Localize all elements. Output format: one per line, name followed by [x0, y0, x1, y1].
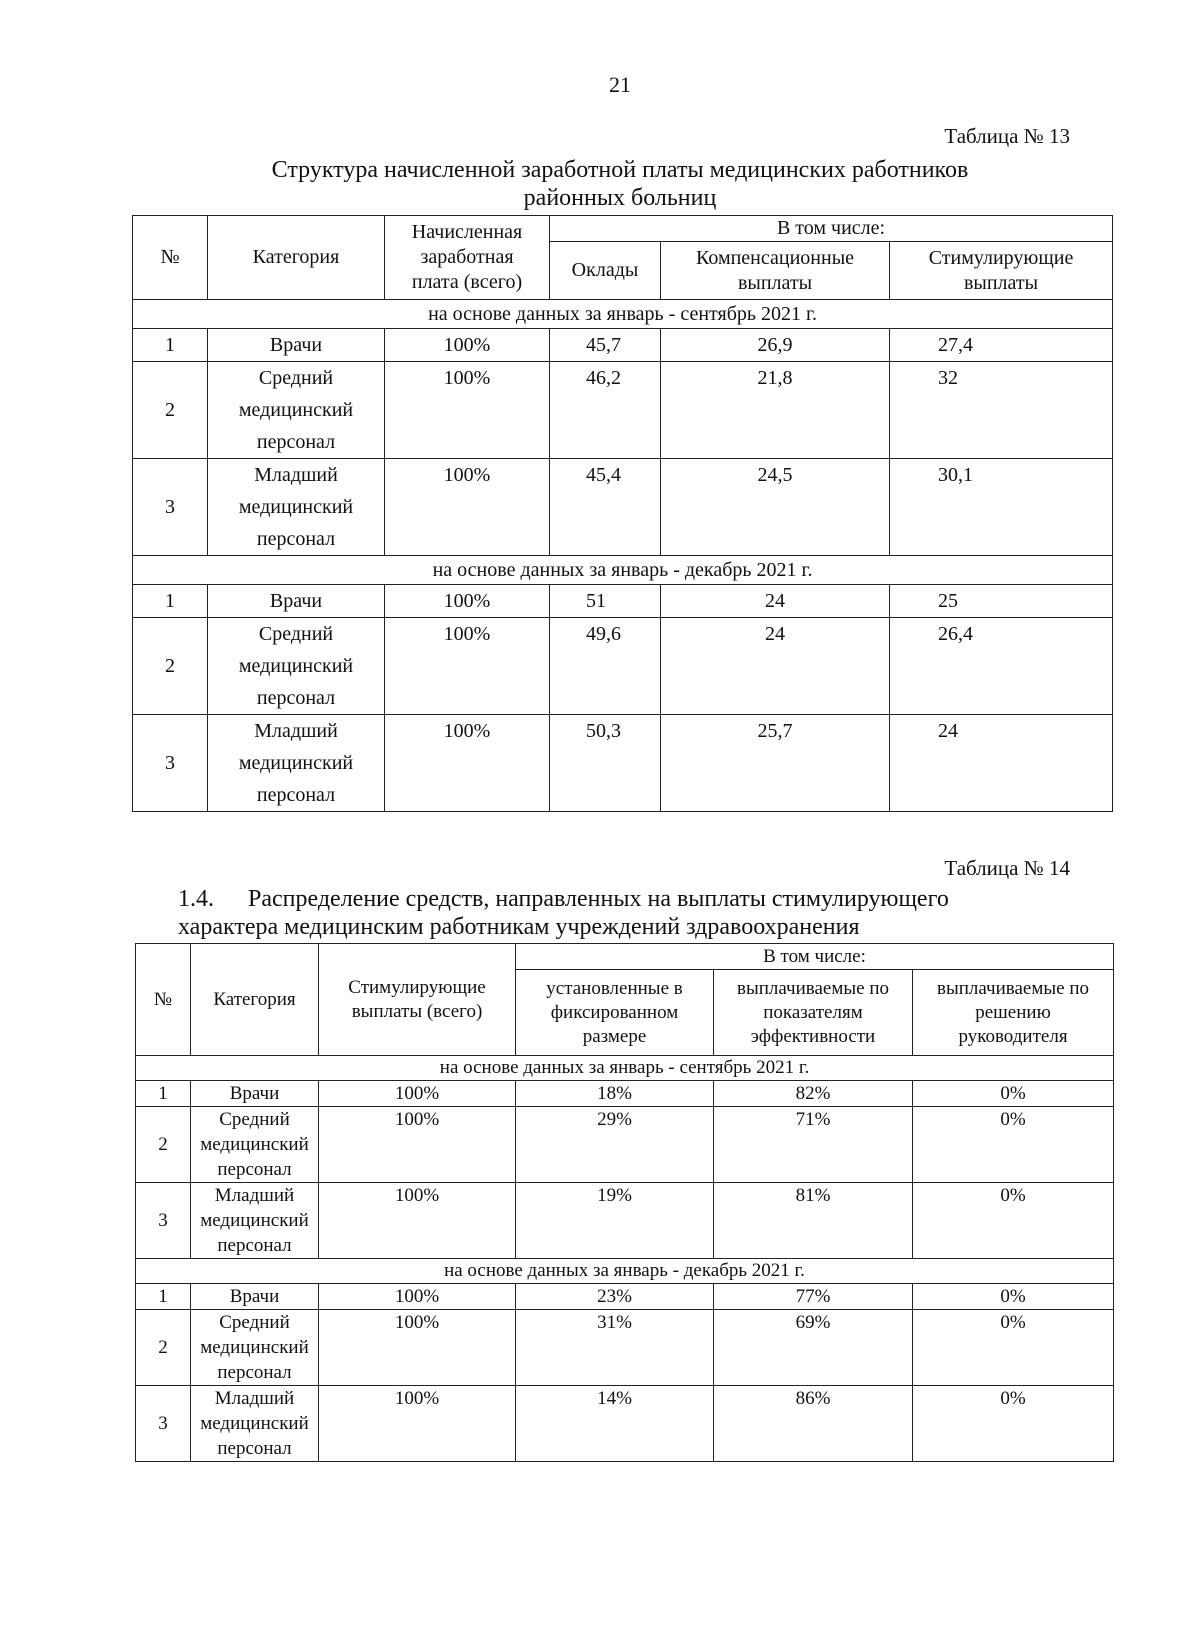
section-row — [133, 300, 1113, 329]
row-total: 100% — [319, 1081, 516, 1107]
row-total: 100% — [319, 1284, 516, 1310]
row-stimulating: 30,1 — [890, 459, 1113, 556]
row-fixed: 29% — [516, 1107, 714, 1183]
header-including: В том числе: — [516, 944, 1114, 970]
header-fixed-line3: размере — [582, 1025, 647, 1047]
row-num: 3 — [136, 1183, 191, 1259]
row-salaries: 49,6 — [550, 618, 661, 715]
row-performance: 81% — [714, 1183, 913, 1259]
table-row — [133, 459, 1113, 556]
category-line1: Врачи — [229, 1286, 280, 1307]
table-row — [133, 329, 1113, 362]
row-manager: 0% — [913, 1386, 1114, 1462]
row-compensation: 26,9 — [661, 329, 890, 362]
category-line2: медицинский — [238, 399, 354, 421]
table-row — [136, 1386, 1114, 1462]
category-line1: Средний — [258, 367, 334, 389]
row-manager: 0% — [913, 1310, 1114, 1386]
row-category — [208, 618, 385, 715]
category-line1: Врачи — [269, 590, 323, 612]
row-num: 2 — [133, 618, 208, 715]
page-number: 21 — [609, 72, 631, 97]
header-manager — [913, 970, 1114, 1056]
category-line1: Младший — [254, 464, 338, 486]
section-title: на основе данных за январь - декабрь 2021 г. — [136, 1259, 1114, 1284]
row-stimulating: 25 — [890, 585, 1113, 618]
row-category — [208, 362, 385, 459]
section-number: 1.4. — [178, 886, 214, 912]
header-total-line1: Стимулирующие — [348, 976, 486, 998]
row-manager: 0% — [913, 1081, 1114, 1107]
row-num: 2 — [136, 1310, 191, 1386]
header-total-line2: выплаты (всего) — [351, 1000, 483, 1022]
category-line3: персонал — [256, 528, 336, 550]
table-row — [133, 715, 1113, 812]
table-14-title-text1: Распределение средств, направленных на выплаты стимулирующего — [248, 886, 949, 912]
table-14-label: Таблица № 14 — [944, 856, 1070, 880]
category-line1: Врачи — [269, 334, 323, 356]
table-13-title — [190, 156, 1050, 212]
header-total-line3: плата (всего) — [411, 271, 523, 293]
header-compensation — [661, 242, 890, 300]
row-category — [191, 1081, 319, 1107]
row-salaries: 50,3 — [550, 715, 661, 812]
header-performance — [714, 970, 913, 1056]
row-total: 100% — [319, 1386, 516, 1462]
row-total: 100% — [319, 1107, 516, 1183]
section-row — [136, 1259, 1114, 1284]
header-fixed-line1: установленные в — [546, 977, 683, 999]
header-including: В том числе: — [550, 216, 1113, 242]
table-row — [136, 1310, 1114, 1386]
row-stimulating: 27,4 — [890, 329, 1113, 362]
row-compensation: 24,5 — [661, 459, 890, 556]
category-line3: персонал — [217, 1438, 292, 1459]
section-title: на основе данных за январь - сентябрь 2021 г. — [133, 300, 1113, 329]
table-row — [136, 1183, 1114, 1259]
table-row — [136, 1107, 1114, 1183]
category-line2: медицинский — [200, 1337, 309, 1358]
header-total-line2: заработная — [420, 246, 514, 268]
category-line1: Младший — [214, 1388, 295, 1409]
header-stimulating — [890, 242, 1113, 300]
section-row — [136, 1056, 1114, 1081]
table-row — [136, 1081, 1114, 1107]
table-14-title-line2: характера медицинским работникам учреждений здравоохранения — [178, 914, 860, 940]
category-line2: медицинский — [238, 752, 354, 774]
row-manager: 0% — [913, 1107, 1114, 1183]
row-fixed: 19% — [516, 1183, 714, 1259]
header-total-line1: Начисленная — [411, 221, 523, 243]
header-category: Категория — [208, 216, 385, 300]
category-line1: Младший — [214, 1185, 295, 1206]
row-category — [191, 1310, 319, 1386]
row-category — [191, 1284, 319, 1310]
header-category: Категория — [191, 944, 319, 1056]
row-compensation: 25,7 — [661, 715, 890, 812]
row-compensation: 24 — [661, 618, 890, 715]
table-14 — [135, 943, 1114, 1462]
row-total: 100% — [385, 362, 550, 459]
header-perf-line3: эффективности — [750, 1025, 876, 1047]
category-line3: персонал — [217, 1235, 292, 1256]
row-salaries: 45,7 — [550, 329, 661, 362]
header-perf-line1: выплачиваемые по — [736, 977, 889, 999]
header-total — [319, 944, 516, 1056]
table-13-title-line1: Структура начисленной заработной платы медицинских работников — [271, 157, 969, 183]
row-total: 100% — [385, 715, 550, 812]
table-13-label: Таблица № 13 — [944, 124, 1070, 148]
row-num: 3 — [133, 715, 208, 812]
category-line3: персонал — [256, 431, 336, 453]
row-performance: 69% — [714, 1310, 913, 1386]
section-title: на основе данных за январь - сентябрь 2021 г. — [136, 1056, 1114, 1081]
row-num: 1 — [133, 329, 208, 362]
row-stimulating: 32 — [890, 362, 1113, 459]
category-line1: Врачи — [229, 1083, 280, 1104]
row-total: 100% — [385, 618, 550, 715]
row-fixed: 18% — [516, 1081, 714, 1107]
category-line3: персонал — [256, 687, 336, 709]
category-line2: медицинский — [238, 496, 354, 518]
row-num: 1 — [136, 1284, 191, 1310]
row-performance: 77% — [714, 1284, 913, 1310]
table-row — [133, 362, 1113, 459]
header-fixed — [516, 970, 714, 1056]
row-num: 2 — [133, 362, 208, 459]
table-row — [133, 585, 1113, 618]
row-total: 100% — [319, 1183, 516, 1259]
header-comp-line2: выплаты — [737, 271, 813, 294]
header-perf-line2: показателям — [763, 1001, 863, 1023]
table-13 — [132, 215, 1113, 812]
category-line2: медицинский — [200, 1413, 309, 1434]
row-num: 1 — [136, 1081, 191, 1107]
row-fixed: 14% — [516, 1386, 714, 1462]
row-salaries: 51 — [550, 585, 661, 618]
row-manager: 0% — [913, 1183, 1114, 1259]
header-num: № — [133, 216, 208, 300]
category-line3: персонал — [256, 784, 336, 806]
header-stim-line1: Стимулирующие — [928, 246, 1074, 269]
header-total — [385, 216, 550, 300]
row-total: 100% — [385, 585, 550, 618]
category-line1: Средний — [219, 1312, 290, 1333]
header-salaries: Оклады — [550, 242, 661, 300]
row-salaries: 46,2 — [550, 362, 661, 459]
table-row — [136, 1284, 1114, 1310]
category-line3: персонал — [217, 1362, 292, 1383]
category-line2: медицинский — [200, 1134, 309, 1155]
category-line2: медицинский — [200, 1210, 309, 1231]
section-row — [133, 556, 1113, 585]
category-line3: персонал — [217, 1159, 292, 1180]
header-comp-line1: Компенсационные — [695, 246, 855, 269]
table-14-title — [178, 885, 1058, 941]
row-performance: 86% — [714, 1386, 913, 1462]
row-manager: 0% — [913, 1284, 1114, 1310]
row-category — [208, 715, 385, 812]
row-salaries: 45,4 — [550, 459, 661, 556]
section-title: на основе данных за январь - декабрь 2021 г. — [133, 556, 1113, 585]
category-line1: Средний — [258, 623, 334, 645]
row-category — [191, 1183, 319, 1259]
row-total: 100% — [385, 329, 550, 362]
row-total: 100% — [385, 459, 550, 556]
row-category — [191, 1107, 319, 1183]
header-mgr-line1: выплачиваемые по — [937, 977, 1090, 999]
row-num: 1 — [133, 585, 208, 618]
row-category — [191, 1386, 319, 1462]
row-performance: 82% — [714, 1081, 913, 1107]
table-13-title-line2: районных больниц — [523, 185, 717, 211]
row-compensation: 24 — [661, 585, 890, 618]
row-num: 3 — [133, 459, 208, 556]
category-line2: медицинский — [238, 655, 354, 677]
row-category — [208, 329, 385, 362]
row-fixed: 31% — [516, 1310, 714, 1386]
row-performance: 71% — [714, 1107, 913, 1183]
row-stimulating: 26,4 — [890, 618, 1113, 715]
row-fixed: 23% — [516, 1284, 714, 1310]
header-fixed-line2: фиксированном — [550, 1001, 679, 1023]
row-num: 3 — [136, 1386, 191, 1462]
row-stimulating: 24 — [890, 715, 1113, 812]
row-compensation: 21,8 — [661, 362, 890, 459]
table-row — [133, 618, 1113, 715]
header-num: № — [136, 944, 191, 1056]
header-stim-line2: выплаты — [963, 271, 1039, 294]
row-total: 100% — [319, 1310, 516, 1386]
category-line1: Младший — [254, 720, 338, 742]
header-mgr-line3: руководителя — [958, 1025, 1068, 1047]
row-num: 2 — [136, 1107, 191, 1183]
row-category — [208, 585, 385, 618]
category-line1: Средний — [219, 1109, 290, 1130]
row-category — [208, 459, 385, 556]
header-mgr-line2: решению — [975, 1001, 1051, 1023]
table-14-title-line1 — [178, 885, 1058, 913]
